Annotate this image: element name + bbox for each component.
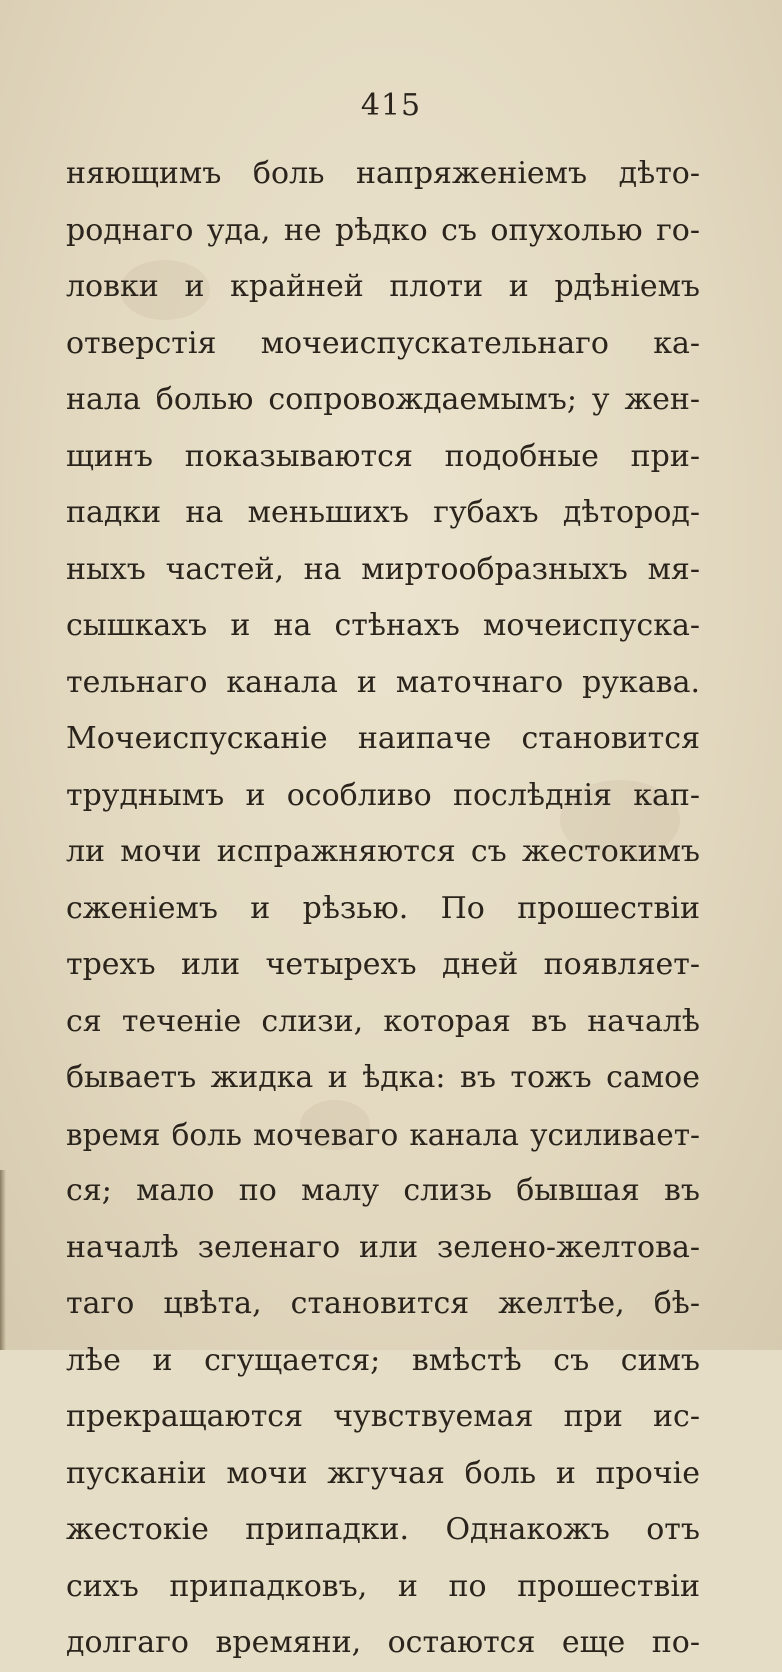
text-line: щинъ показываются подобные при- [66, 438, 700, 474]
page-edge-shadow [0, 1170, 6, 1350]
text-line: сышкахъ и на стѣнахъ мочеиспуска- [66, 608, 700, 643]
text-line: началѣ зеленаго или зелено-желтова- [66, 1229, 700, 1265]
text-line: Мочеиспусканіе наипаче становится [66, 721, 700, 756]
text-line: трехъ или четырехъ дней появляет- [66, 947, 700, 982]
text-line: жестокіе припадки. Однакожъ отъ [66, 1512, 700, 1547]
text-line: ли мочи испражняются съ жестокимъ [66, 834, 700, 869]
text-line: отверстія мочеиспускательнаго ка- [66, 325, 700, 361]
text-line: сженіемъ и рѣзью. По прошествіи [66, 890, 700, 926]
text-line: долгаго времяни, остаются еще по- [66, 1625, 700, 1660]
text-line: роднаго уда, не рѣдко съ опухолью го- [66, 212, 700, 248]
text-line: труднымъ и особливо послѣднія кап- [66, 777, 700, 813]
text-line: время боль мочеваго канала усиливает- [66, 1117, 700, 1152]
text-line: лѣе и сгущается; вмѣстѣ съ симъ [66, 1342, 700, 1378]
text-line: ныхъ частей, на миртообразныхъ мя- [66, 551, 700, 587]
text-line: ся теченіе слизи, которая въ началѣ [66, 1003, 700, 1039]
text-line: няющимъ боль напряженіемъ дѣто- [66, 156, 700, 191]
text-line: бываетъ жидка и ѣдка: въ тожъ самое [66, 1060, 700, 1095]
text-line: падки на меньшихъ губахъ дѣтород- [66, 495, 700, 530]
text-line: ся; мало по малу слизь бывшая въ [66, 1173, 700, 1208]
text-line: прекращаются чувствуемая при ис- [66, 1399, 700, 1434]
text-line: нала болью сопровождаемымъ; у жен- [66, 382, 700, 417]
page-number: 415 [360, 88, 422, 123]
text-line: ловки и крайней плоти и рдѣніемъ [66, 269, 700, 304]
text-line: пусканіи мочи жгучая боль и прочіе [66, 1455, 700, 1491]
text-line: сихъ припадковъ, и по прошествіи [66, 1568, 700, 1604]
body-text [66, 146, 700, 1672]
text-line: таго цвѣта, становится желтѣе, бѣ- [66, 1286, 700, 1321]
text-line: тельнаго канала и маточнаго рукава. [66, 664, 700, 700]
